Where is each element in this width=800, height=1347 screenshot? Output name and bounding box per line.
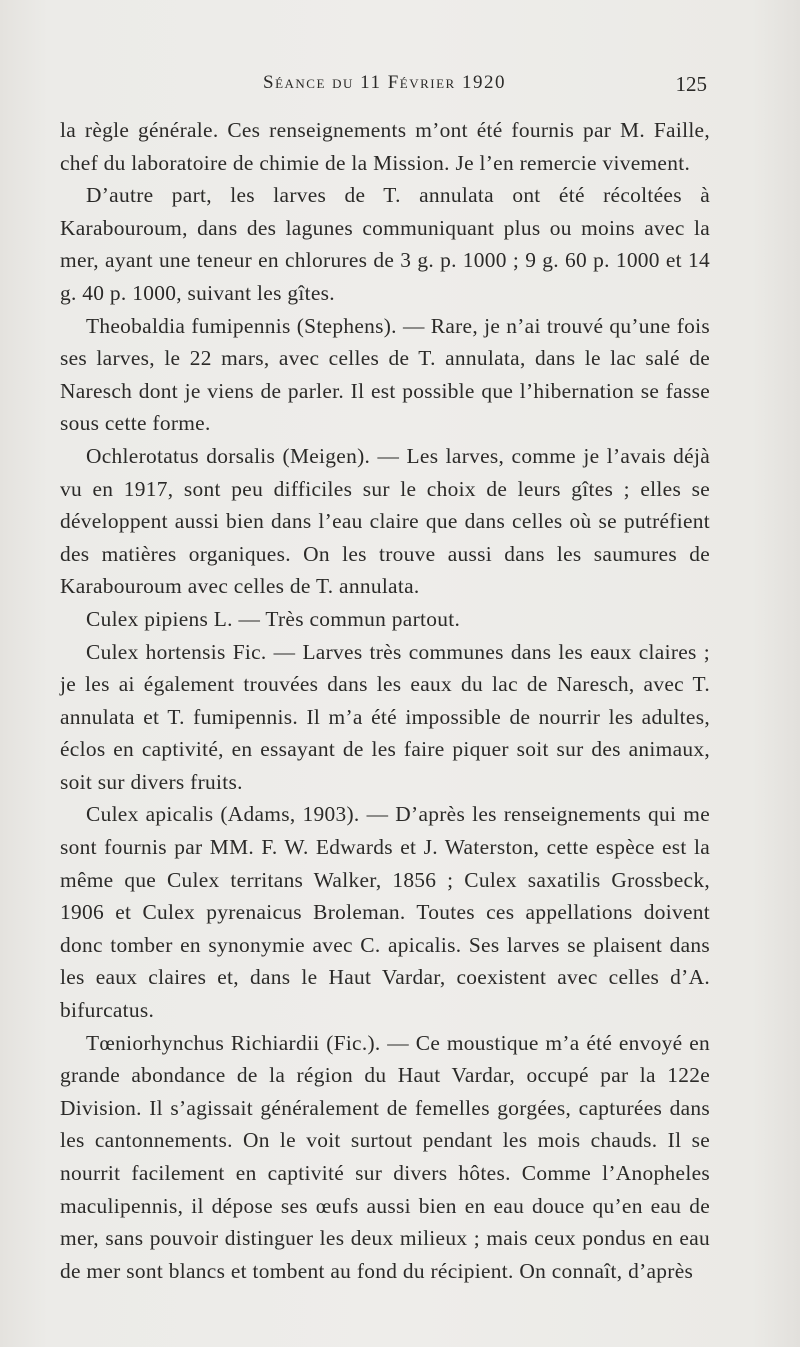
- paragraph: Theobaldia fumipennis (Stephens). — Rare, je n’ai trouvé qu’une fois ses larves, le 22 mars, avec celles de T. annulata, dans le lac salé de Naresch dont je viens de parler. Il est possible que l’hibernation se fasse sous cette forme.: [60, 313, 710, 436]
- body-text: [60, 114, 710, 1287]
- paragraph: Culex hortensis Fic. — Larves très communes dans les eaux claires ; je les ai également trouvées dans les eaux du lac de Naresch, avec T. annulata et T. fumipennis. Il m’a été impossible de nourrir les adultes, éclos en captivité, en essayant de les faire piquer soit sur des animaux, soit sur divers fruits.: [60, 639, 710, 794]
- paragraph: Culex pipiens L. — Très commun partout.: [86, 606, 461, 631]
- page-number: 125: [675, 72, 707, 96]
- paragraph: la règle générale. Ces renseignements m’ont été fournis par M. Faille, chef du laboratoire de chimie de la Mission. Je l’en remercie vivement.: [60, 118, 710, 175]
- paragraph: D’autre part, les larves de T. annulata ont été récoltées à Karabouroum, dans des lagunes communiquant plus ou moins avec la mer, ayant une teneur en chlorures de 3 g. p. 1000 ; 9 g. 60 p. 1000 et 14 g. 40 p. 1000, suivant les gîtes.: [60, 183, 710, 305]
- paragraph: Tœniorhynchus Richiardii (Fic.). — Ce moustique m’a été envoyé en grande abondance de la région du Haut Vardar, occupé par la 122e Division. Il s’agissait généralement de femelles gorgées, capturées dans les cantonnements. On le voit surtout pendant les mois chauds. Il se nourrit facilement en captivité sur divers hôtes. Comme l’Anopheles maculipennis, il dépose ses œufs aussi bien en eau douce qu’en eau de mer, sans pouvoir distinguer les deux milieux ; mais ceux pondus en eau de mer sont blancs et tombent au fond du récipient. On connaît, d’après: [60, 1030, 710, 1283]
- running-title: Séance du 11 Février 1920: [263, 72, 506, 93]
- paragraph: Culex apicalis (Adams, 1903). — D’après les renseignements qui me sont fournis par MM. F. W. Edwards et J. Waterston, cette espèce est la même que Culex territans Walker, 1856 ; Culex saxatilis Grossbeck, 1906 et Culex pyrenaicus Broleman. Toutes ces appellations doivent donc tomber en synonymie avec C. apicalis. Ses larves se plaisent dans les eaux claires et, dans le Haut Vardar, coexistent avec celles d’A. bifurcatus.: [60, 802, 710, 1023]
- paragraph: Ochlerotatus dorsalis (Meigen). — Les larves, comme je l’avais déjà vu en 1917, sont peu difficiles sur le choix de leurs gîtes ; elles se développent aussi bien dans l’eau claire que dans celles où se putréfient des matières organiques. On les trouve aussi dans les saumures de Karabouroum avec celles de T. annulata.: [60, 443, 710, 599]
- page-header: [62, 72, 707, 102]
